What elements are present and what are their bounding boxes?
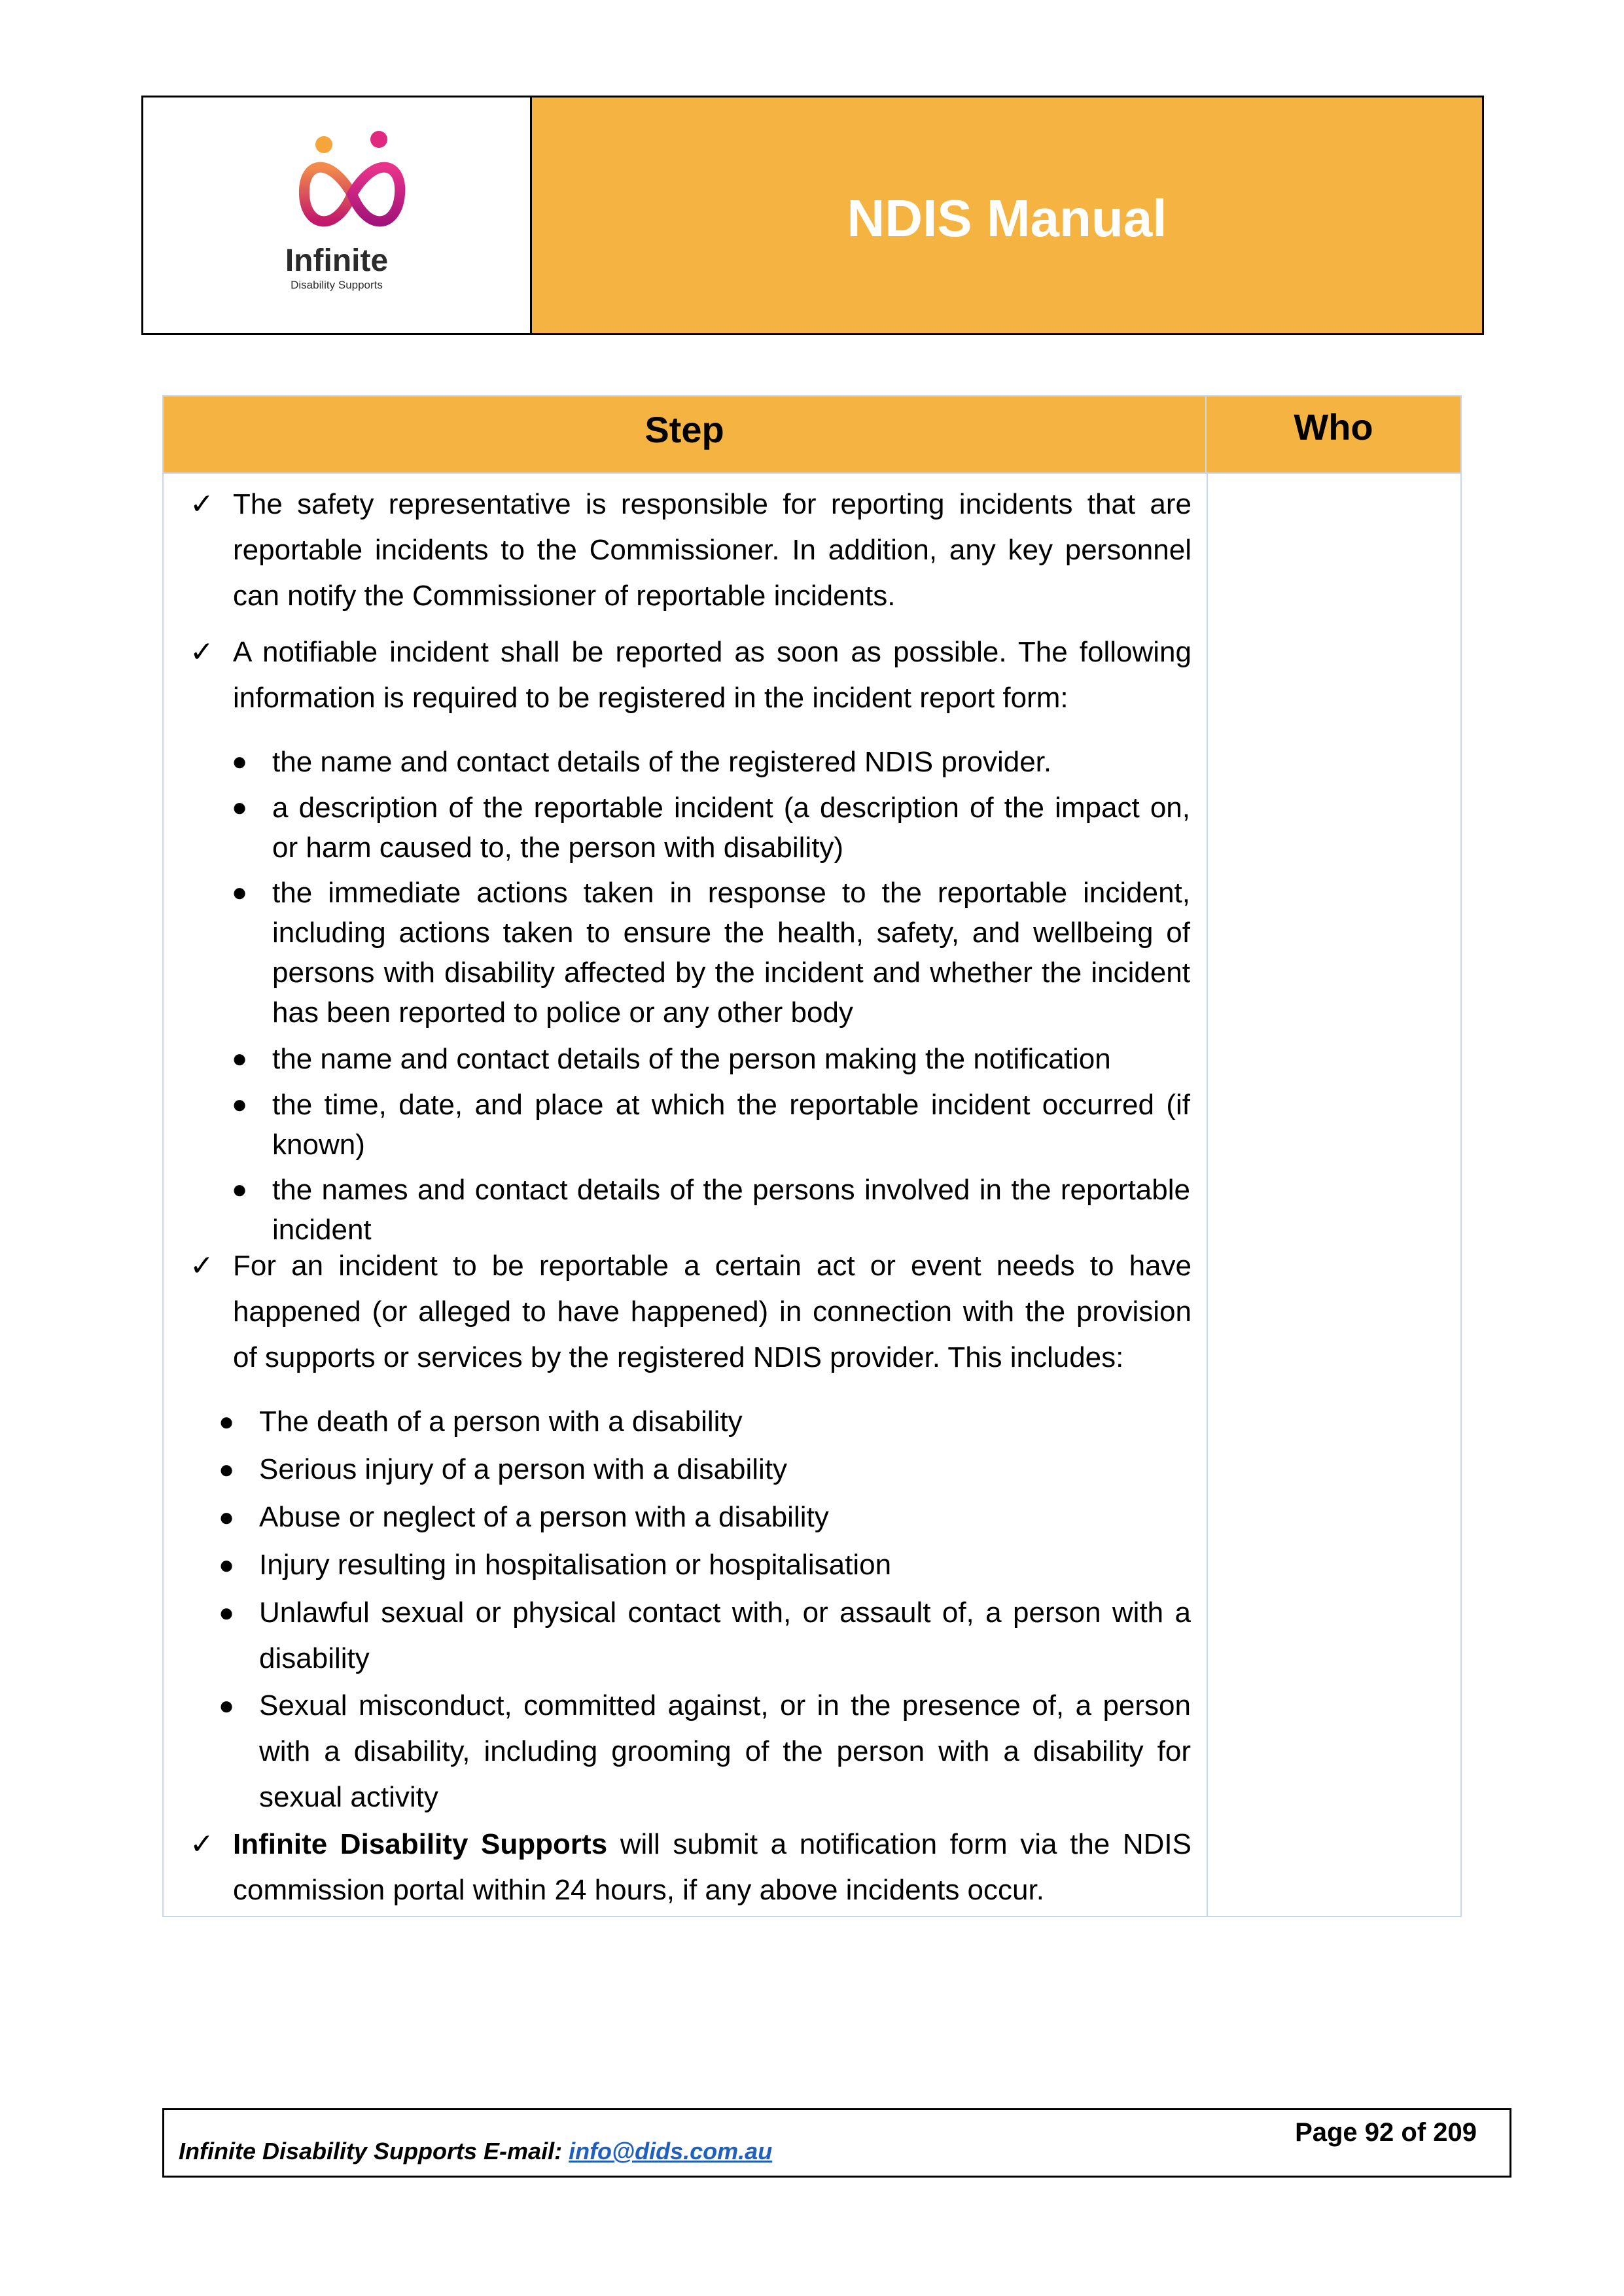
company-name-bold: Infinite Disability Supports — [233, 1828, 608, 1860]
step-cell — [164, 474, 1207, 1916]
list-item-text: Serious injury of a person with a disability — [259, 1453, 788, 1485]
bullet-icon: ● — [232, 793, 248, 822]
check-text: The safety representative is responsible for reporting incidents that are reportable incidents to the Commissioner. In addition, any key personnel can notify the Commissioner of reportable incidents. — [233, 488, 1192, 612]
check-text: A notifiable incident shall be reported as soon as possible. The following information is required to be registered in the incident report form: — [233, 636, 1192, 714]
logo-wordmark: Infinite — [285, 243, 389, 278]
checkmark-icon: ✓ — [190, 1249, 214, 1282]
list-item-text: The death of a person with a disability — [259, 1405, 743, 1438]
checkmark-icon: ✓ — [190, 487, 214, 521]
bullet-icon: ● — [232, 1044, 248, 1073]
list-item-text: the name and contact details of the registered NDIS provider. — [272, 746, 1052, 778]
list-item-text: the names and contact details of the persons involved in the reportable incident — [272, 1174, 1190, 1246]
page-number: Page 92 of 209 — [1295, 2118, 1477, 2147]
check-text-rest: will submit a notification form via the NDIS commission portal within 24 hours, if any above incidents occur. — [233, 1828, 1192, 1906]
logo-tagline: Disability Supports — [291, 279, 383, 291]
list-item-text: Sexual misconduct, committed against, or in the presence of, a person with a disability, including grooming of the person with a disability for sexual activity — [259, 1689, 1191, 1813]
check-text: For an incident to be reportable a certain act or event needs to have happened (or alleged to have happened) in connection with the provision of supports or services by the registered NDIS provider. This includes: — [233, 1250, 1192, 1373]
checkmark-icon: ✓ — [190, 635, 214, 669]
bullet-icon: ● — [219, 1598, 235, 1627]
bullet-icon: ● — [219, 1691, 235, 1720]
email-link[interactable]: info@dids.com.au — [569, 2138, 773, 2164]
footer-company-label: Infinite Disability Supports E-mail: — [179, 2138, 563, 2164]
bullet-icon: ● — [219, 1503, 235, 1532]
logo-cell — [143, 97, 532, 333]
list-item-text: Unlawful sexual or physical contact with, or assault of, a person with a disability — [259, 1597, 1191, 1674]
infinity-people-icon — [290, 129, 414, 247]
page-header — [141, 96, 1484, 335]
list-item-text: a description of the reportable incident (a description of the impact on, or harm caused to, the person with disability) — [272, 792, 1190, 864]
column-header-step: Step — [164, 397, 1207, 472]
column-divider — [1207, 474, 1208, 1916]
table-header-row — [164, 397, 1460, 474]
page-footer — [162, 2108, 1511, 2178]
bullet-icon: ● — [232, 747, 248, 776]
list-item-text: the name and contact details of the person making the notification — [272, 1043, 1111, 1075]
bullet-icon: ● — [232, 878, 248, 907]
bullet-icon: ● — [219, 1407, 235, 1436]
procedure-table — [162, 395, 1462, 1917]
column-header-who: Who — [1294, 406, 1373, 448]
checkmark-icon: ✓ — [190, 1828, 214, 1861]
company-logo — [143, 97, 530, 333]
title-banner — [532, 97, 1482, 333]
list-item-text: Abuse or neglect of a person with a disability — [259, 1501, 829, 1533]
footer-contact — [179, 2138, 772, 2165]
list-item-text: Injury resulting in hospitalisation or hospitalisation — [259, 1549, 892, 1581]
bullet-icon: ● — [232, 1175, 248, 1204]
list-item-text: the immediate actions taken in response to the reportable incident, including actions taken to ensure the health, safety, and wellbeing of persons with disability affected by the incident and whether the incident has been reported to police or any other body — [272, 877, 1190, 1029]
check-text — [233, 1822, 1192, 1913]
bullet-icon: ● — [232, 1090, 248, 1119]
bullet-icon: ● — [219, 1455, 235, 1484]
bullet-icon: ● — [219, 1551, 235, 1580]
list-item-text: the time, date, and place at which the reportable incident occurred (if known) — [272, 1089, 1190, 1161]
page-title: NDIS Manual — [847, 189, 1167, 247]
